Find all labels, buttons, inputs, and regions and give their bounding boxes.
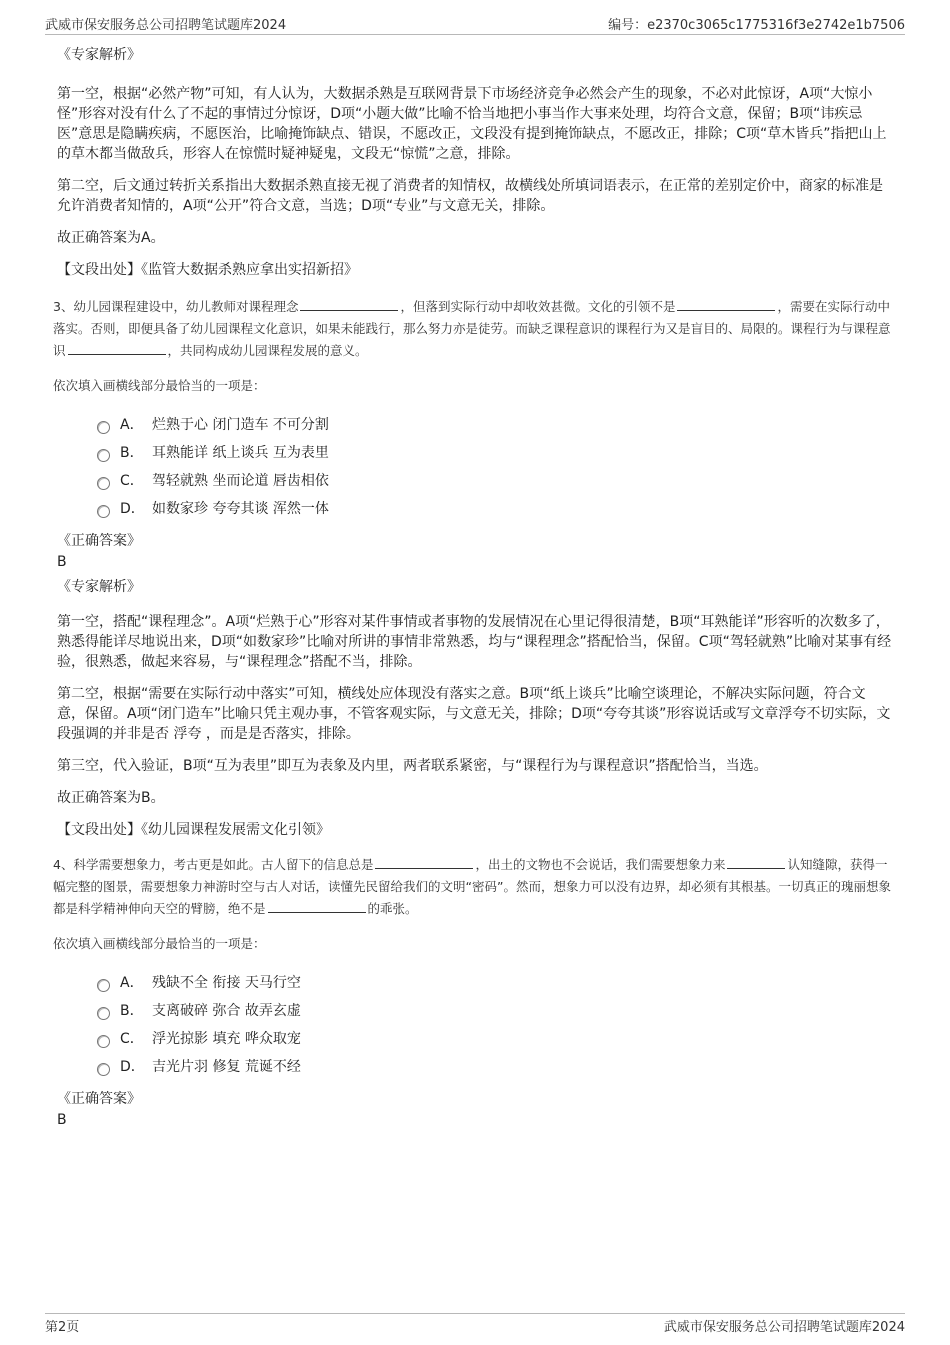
option-a[interactable]: A． 烂熟于心 闭门造车 不可分割 <box>97 410 893 438</box>
analysis-paragraph: 第一空，搭配“课程理念”。A项“烂熟于心”形容对某件事情或者事物的发展情况在心里记得很清楚，B项“耳熟能详”形容听的次数多了，熟悉得能详尽地说出来，D项“如数家珍”比喻对所讲的事情非常熟悉，均与“课程理念”搭配恰当，保留。C项“驾轻就熟”比喻对某事有经验，很熟悉，做起来容易，与“课程理念”搭配不当，排除。 <box>57 614 892 670</box>
question-4-options <box>97 968 893 1080</box>
question-4-stem: 4、科学需要想象力，考古更是如此。古人留下的信息总是 ，出土的文物也不会说话，我们需要想象力来 认知缝隙，获得一幅完整的图景，需要想象力神游时空与古人对话，读懂先民留给我们的文明“密码”。然而，想象力可以没有边界，却必须有其根基。一切真正的瑰丽想象都是科学精神伸向天空的臂膀，绝不是 的乖张。 <box>53 857 891 916</box>
question-3-options <box>97 410 893 522</box>
analysis-paragraph: 第二空，后文通过转折关系指出大数据杀熟直接无视了消费者的知情权，故横线处所填词语表示，在正常的差别定价中，商家的标准是允许消费者知情的，A项“公开”符合文意，当选；D项“专业”与文意无关，排除。 <box>57 178 883 214</box>
radio-icon[interactable] <box>97 1007 110 1020</box>
footer-title: 武威市保安服务总公司招聘笔试题库2024 <box>663 1320 905 1335</box>
analysis-tag: 《专家解析》 <box>57 579 141 595</box>
correct-answer: B <box>57 554 67 570</box>
source-citation: 【文段出处】《幼儿园课程发展需文化引领》 <box>57 822 330 838</box>
fill-blank <box>677 297 775 311</box>
source-citation: 【文段出处】《监管大数据杀熟应拿出实招新招》 <box>57 262 358 278</box>
page-content <box>53 44 893 1134</box>
question-3-stem: 3、幼儿园课程建设中，幼儿教师对课程理念 ，但落到实际行动中却收效甚微。文化的引领不是 ，需要在实际行动中落实。否则，即便具备了幼儿园课程文化意识，如果未能践行，那么努力亦是徒劳。而缺乏课程意识的课程行为又是盲目的、局限的。课程行为与课程意识 ，共同构成幼儿园课程发展的意义。 <box>53 299 891 358</box>
radio-icon[interactable] <box>97 449 110 462</box>
radio-icon[interactable] <box>97 979 110 992</box>
option-d[interactable]: D． 如数家珍 夸夸其谈 浑然一体 <box>97 494 893 522</box>
page-header <box>45 14 905 35</box>
header-title: 武威市保安服务总公司招聘笔试题库2024 <box>45 18 287 33</box>
analysis-paragraph: 第三空，代入验证，B项“互为表里”即互为表象及内里，两者联系紧密，与“课程行为与课程意识”搭配恰当，当选。 <box>57 758 768 774</box>
analysis-paragraph: 第二空，根据“需要在实际行动中落实”可知，横线处应体现没有落实之意。B项“纸上谈兵”比喻空谈理论，不解决实际问题，符合文意，保留。A项“闭门造车”比喻只凭主观办事，不管客观实际，与文意无关，排除；D项“夸夸其谈”形容说话或写文章浮夸不切实际，文段强调的并非是否 浮夸 ，而是是否落实，排除。 <box>57 686 891 742</box>
analysis-tag: 《专家解析》 <box>57 47 141 63</box>
header-serial: 编号：e2370c3065c1775316f3e2742e1b7506 <box>608 18 905 33</box>
radio-icon[interactable] <box>97 1063 110 1076</box>
fill-blank <box>68 341 166 355</box>
fill-blank <box>268 899 366 913</box>
question-prompt: 依次填入画横线部分最恰当的一项是： <box>53 378 266 393</box>
page-number: 第2页 <box>45 1320 80 1335</box>
option-c[interactable]: C． 浮光掠影 填充 哗众取宠 <box>97 1024 893 1052</box>
option-b[interactable]: B． 支离破碎 弥合 故弄玄虚 <box>97 996 893 1024</box>
answer-conclusion: 故正确答案为B。 <box>57 790 165 806</box>
answer-conclusion: 故正确答案为A。 <box>57 230 165 246</box>
radio-icon[interactable] <box>97 421 110 434</box>
fill-blank <box>727 855 785 869</box>
option-b[interactable]: B． 耳熟能详 纸上谈兵 互为表里 <box>97 438 893 466</box>
fill-blank <box>375 855 473 869</box>
radio-icon[interactable] <box>97 505 110 518</box>
answer-tag: 《正确答案》 <box>57 533 141 549</box>
question-prompt: 依次填入画横线部分最恰当的一项是： <box>53 936 266 951</box>
analysis-paragraph: 第一空，根据“必然产物”可知，有人认为，大数据杀熟是互联网背景下市场经济竞争必然会产生的现象，不必对此惊讶，A项“大惊小怪”形容对没有什么了不起的事情过分惊讶，D项“小题大做”比喻不恰当地把小事当作大事来处理，均符合文意，保留；B项“讳疾忌医”意思是隐瞒疾病，不愿医治，比喻掩饰缺点、错误，不愿改正，文段没有提到掩饰缺点，不愿改正，排除；C项“草木皆兵”指把山上的草木都当做敌兵，形容人在惊慌时疑神疑鬼，文段无“惊慌”之意，排除。 <box>57 86 887 162</box>
option-a[interactable]: A． 残缺不全 衔接 天马行空 <box>97 968 893 996</box>
radio-icon[interactable] <box>97 477 110 490</box>
radio-icon[interactable] <box>97 1035 110 1048</box>
answer-tag: 《正确答案》 <box>57 1091 141 1107</box>
page-footer <box>45 1313 905 1334</box>
correct-answer: B <box>57 1112 67 1128</box>
option-d[interactable]: D． 吉光片羽 修复 荒诞不经 <box>97 1052 893 1080</box>
fill-blank <box>300 297 398 311</box>
option-c[interactable]: C． 驾轻就熟 坐而论道 唇齿相依 <box>97 466 893 494</box>
